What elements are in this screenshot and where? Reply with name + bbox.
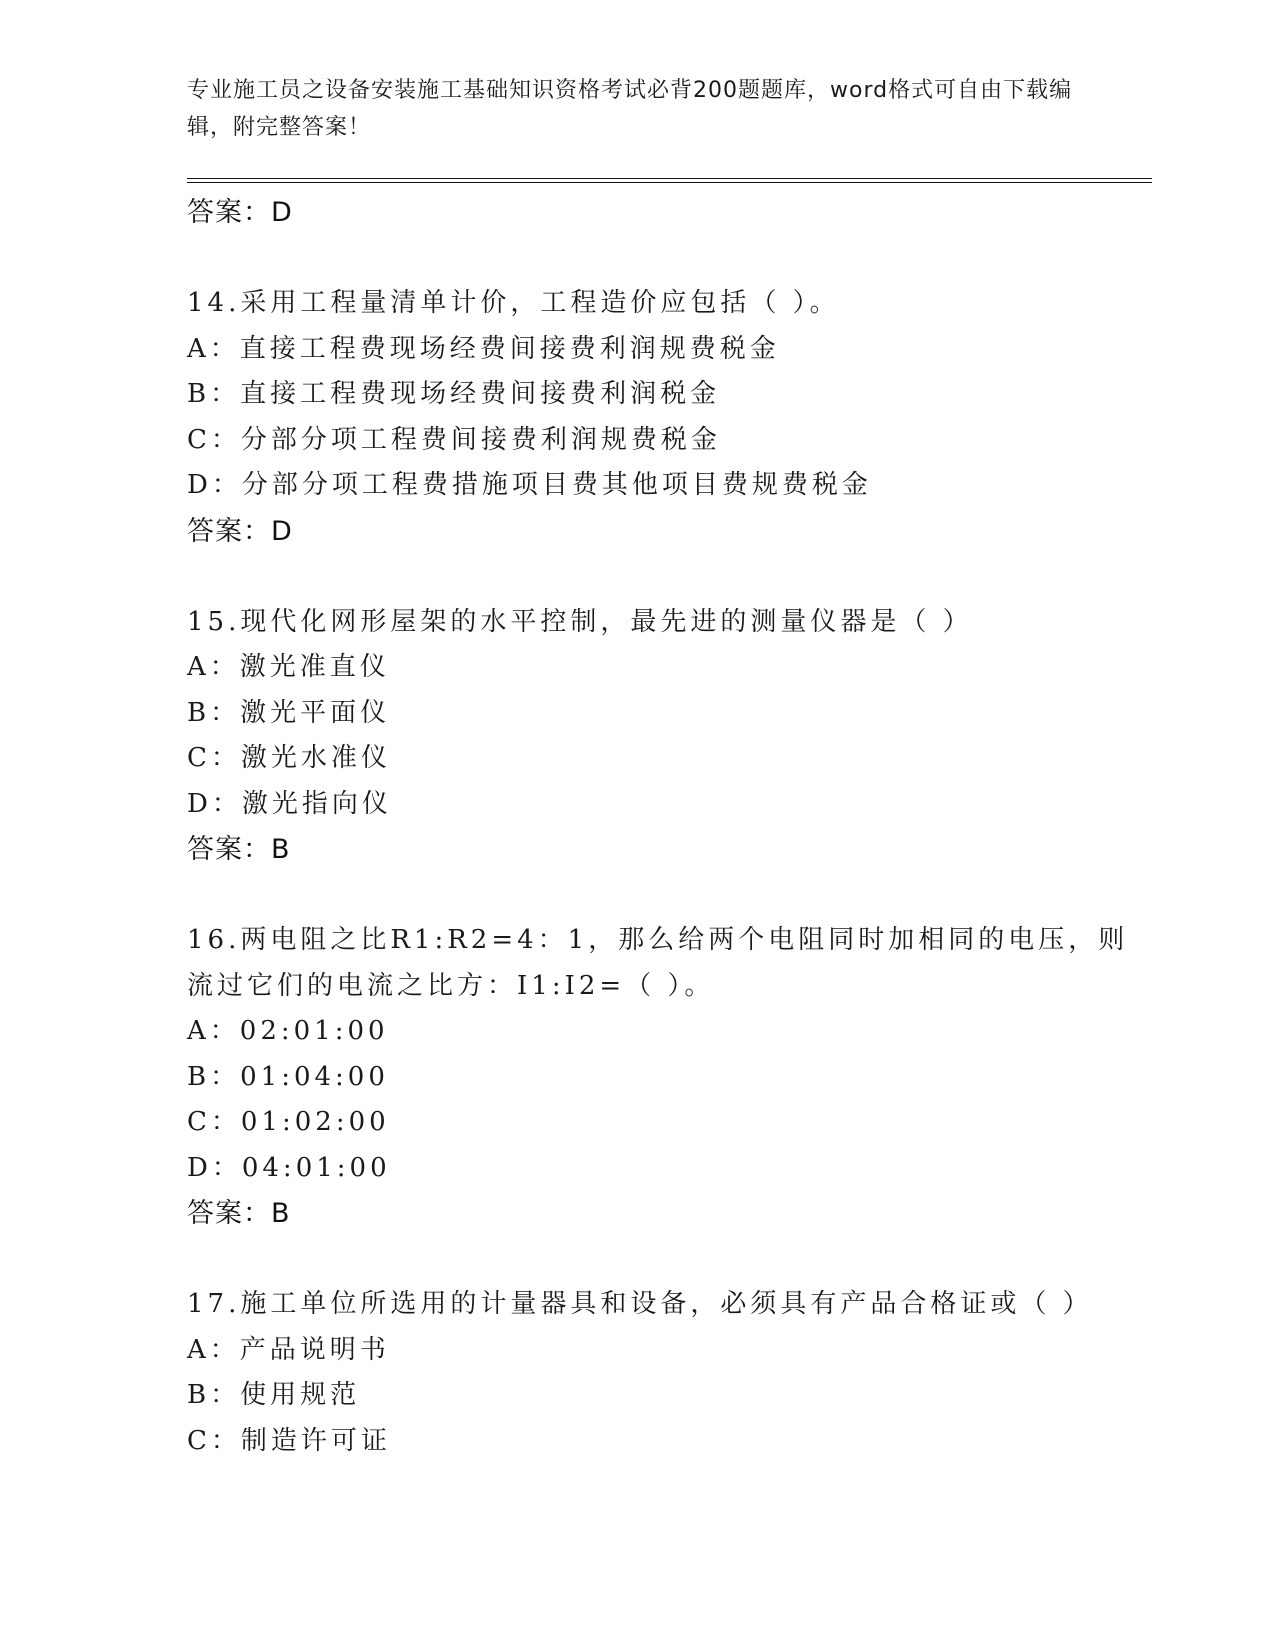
question-15: [187, 600, 1152, 873]
option-b: B：使用规范: [187, 1380, 361, 1410]
option-a: A：直接工程费现场经费间接费利润规费税金: [187, 333, 780, 364]
option-c: C：制造许可证: [187, 1425, 391, 1456]
answer-line: [187, 827, 1152, 872]
option-d: D：分部分项工程费措施项目费其他项目费规费税金: [187, 470, 872, 500]
question-stem: 16.两电阻之比R1:R2=4：1，那么给两个电阻同时加相同的电压，则流过它们的电流之比方：I1:I2=（ ）。: [187, 925, 1129, 1001]
question-stem: 17.施工单位所选用的计量器具和设备，必须具有产品合格证或（ ）: [187, 1289, 1093, 1319]
option-d: D：04:01:00: [187, 1152, 391, 1183]
document-body: [187, 190, 1152, 1464]
answer-prefix: 答案：: [187, 834, 271, 865]
page-header: [187, 72, 1087, 146]
question-16: [187, 918, 1152, 1236]
answer-value: D: [271, 197, 293, 228]
option-a: A：激光准直仪: [187, 652, 390, 682]
header-text: 专业施工员之设备安装施工基础知识资格考试必背200题题库，word格式可自由下载编辑，附完整答案！: [187, 78, 1073, 140]
option-d: D：激光指向仪: [187, 788, 392, 819]
option-b: B：激光平面仪: [187, 697, 391, 728]
option-c: C：分部分项工程费间接费利润规费税金: [187, 424, 721, 455]
answer-prefix: 答案：: [187, 197, 271, 228]
option-b: B：01:04:00: [187, 1061, 389, 1092]
option-c: C：激光水准仪: [187, 743, 391, 773]
answer-prefix: 答案：: [187, 515, 271, 547]
option-c: C：01:02:00: [187, 1107, 390, 1137]
answer-line: [187, 1191, 1152, 1236]
answer-line: [187, 190, 1152, 235]
answer-value: B: [271, 1198, 291, 1229]
answer-line: [187, 509, 1152, 554]
question-17: [187, 1282, 1152, 1464]
option-b: B：直接工程费现场经费间接费利润税金: [187, 379, 721, 409]
option-a: A：02:01:00: [187, 1016, 389, 1046]
answer-value: D: [271, 515, 293, 547]
question-stem: 15.现代化网形屋架的水平控制，最先进的测量仪器是（ ）: [187, 606, 973, 637]
answer-value: B: [271, 834, 291, 865]
header-divider: [187, 178, 1152, 183]
question-14: [187, 281, 1152, 554]
option-a: A：产品说明书: [187, 1334, 390, 1365]
answer-prefix: 答案：: [187, 1198, 271, 1229]
question-stem: 14.采用工程量清单计价，工程造价应包括（ ）。: [187, 288, 840, 318]
